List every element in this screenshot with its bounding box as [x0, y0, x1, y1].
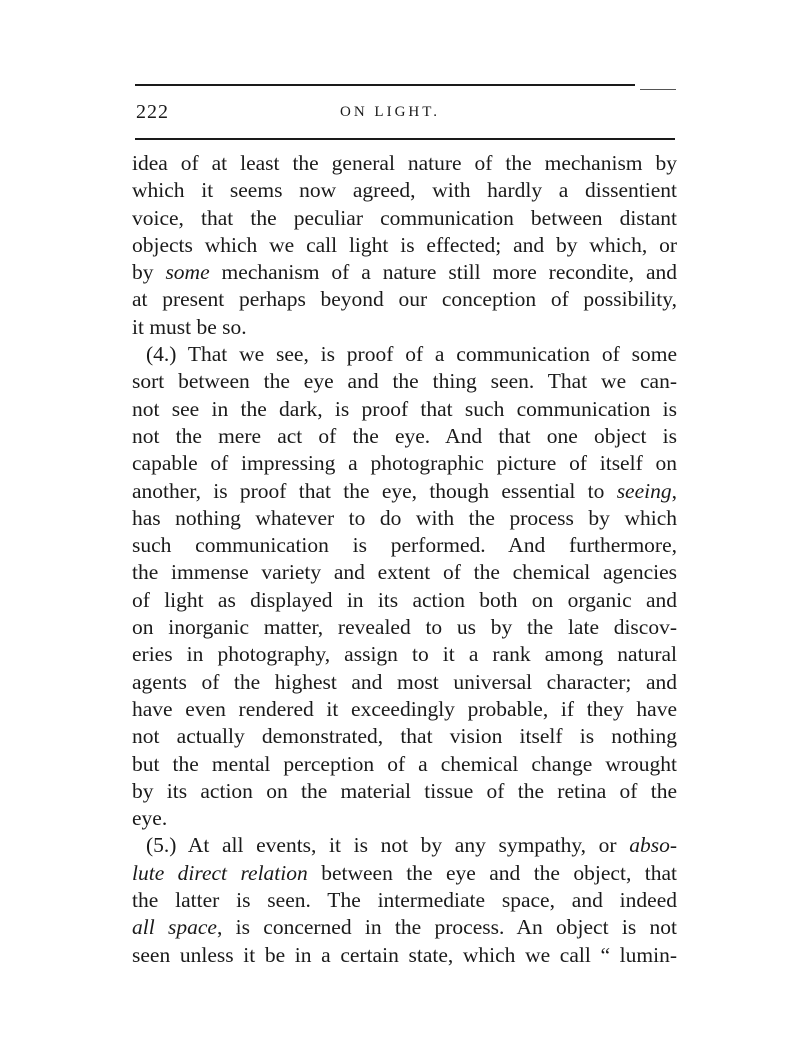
text-line	[132, 396, 677, 423]
text-line	[132, 423, 677, 450]
text-line	[132, 559, 677, 586]
text-segment: eries in photography, assign to it a rank among natural	[132, 642, 677, 667]
text-segment: sort between the eye and the thing seen. That we can-	[132, 369, 677, 394]
text-segment: idea of at least the general nature of the mechanism by	[132, 151, 677, 175]
text-segment: between the eye and the object, that	[307, 860, 677, 885]
text-line	[132, 259, 677, 286]
page-number: 222	[136, 101, 169, 123]
text-line	[132, 177, 677, 204]
text-segment: but the mental perception of a chemical change wrought	[132, 751, 677, 776]
text-segment: the immense variety and extent of the chemical agencies	[132, 560, 677, 585]
text-segment: by	[132, 260, 166, 285]
italic-text: lute direct relation	[132, 860, 308, 885]
text-line	[132, 778, 677, 805]
text-line	[132, 614, 677, 641]
text-segment: agents of the highest and most universal character; and	[132, 669, 677, 694]
text-segment: such communication is performed. And furthermore,	[132, 533, 677, 558]
header-top-rule-tail	[640, 89, 676, 90]
text-line	[132, 232, 677, 259]
italic-text: seeing	[616, 478, 672, 503]
text-line	[132, 478, 677, 505]
italic-text: abso-	[629, 833, 677, 858]
text-line	[132, 450, 677, 477]
text-segment: mechanism of a nature still more recondite, and	[209, 260, 677, 285]
text-line	[132, 832, 677, 859]
text-segment: not actually demonstrated, that vision itself is nothing	[132, 724, 677, 749]
text-line	[132, 723, 677, 750]
text-segment: another, is proof that the eye, though essential to	[132, 478, 617, 503]
text-segment: on inorganic matter, revealed to us by the late discov-	[132, 615, 677, 640]
text-line	[132, 914, 677, 941]
text-segment: (5.) At all events, it is not by any sympathy, or	[146, 833, 630, 858]
text-line	[132, 751, 677, 778]
text-segment: (4.) That we see, is proof of a communication of some	[146, 342, 677, 367]
text-segment: it must be so.	[132, 314, 247, 339]
text-line	[132, 150, 677, 177]
text-segment: the latter is seen. The intermediate space, and indeed	[132, 888, 677, 913]
text-segment: have even rendered it exceedingly probable, if they have	[132, 696, 677, 721]
italic-text: all space	[132, 915, 217, 940]
text-line	[132, 641, 677, 668]
text-line	[132, 696, 677, 723]
text-segment: ,	[671, 478, 677, 503]
text-segment: has nothing whatever to do with the process by which	[132, 505, 677, 530]
running-head: ON LIGHT.	[340, 104, 441, 120]
text-line	[132, 942, 677, 969]
text-segment: seen unless it be in a certain state, which we call “ lumin-	[132, 942, 677, 967]
text-segment: voice, that the peculiar communication between distant	[132, 205, 677, 230]
text-segment: at present perhaps beyond our conception of possibility,	[132, 287, 677, 312]
text-line	[132, 205, 677, 232]
text-line	[132, 887, 677, 914]
text-line	[132, 669, 677, 696]
text-segment: , is concerned in the process. An object is not	[216, 915, 677, 940]
text-line	[132, 860, 677, 887]
body-text	[132, 150, 677, 969]
header-bottom-rule	[135, 138, 675, 140]
text-segment: which it seems now agreed, with hardly a dissentient	[132, 178, 677, 203]
text-line	[132, 368, 677, 395]
text-segment: eye.	[132, 806, 168, 831]
text-line	[132, 805, 677, 832]
text-segment: objects which we call light is effected; and by which, or	[132, 232, 677, 257]
text-line	[132, 286, 677, 313]
header-top-rule	[135, 84, 635, 86]
text-line	[132, 314, 677, 341]
text-segment: not the mere act of the eye. And that one object is	[132, 423, 677, 448]
text-line	[132, 341, 677, 368]
text-line	[132, 532, 677, 559]
text-line	[132, 587, 677, 614]
text-segment: of light as displayed in its action both on organic and	[132, 587, 677, 612]
text-segment: not see in the dark, is proof that such communication is	[132, 396, 677, 421]
text-segment: by its action on the material tissue of the retina of the	[132, 778, 677, 803]
text-segment: capable of impressing a photographic picture of itself on	[132, 451, 677, 476]
text-line	[132, 505, 677, 532]
italic-text: some	[165, 260, 210, 285]
